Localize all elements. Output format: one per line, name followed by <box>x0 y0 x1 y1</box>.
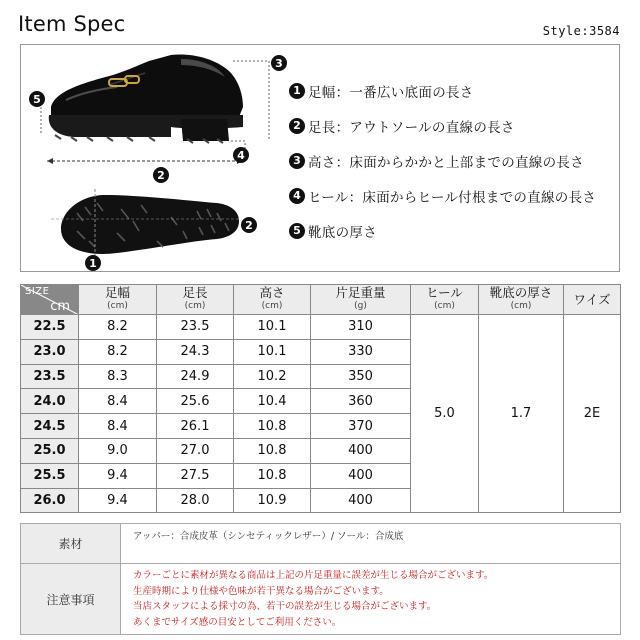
header-label: 足幅 <box>104 285 130 300</box>
length-cell: 28.0 <box>157 488 234 513</box>
header-unit: (cm) <box>510 301 532 311</box>
header-unit: (cm) <box>434 301 455 311</box>
size-cell: 25.0 <box>21 438 79 463</box>
notes-value <box>121 564 621 635</box>
width-cell: 9.0 <box>79 438 157 463</box>
marker-3-badge: 3 <box>271 55 287 71</box>
shoe-illustration <box>21 45 291 271</box>
material-value: アッパー：合成皮革（シンセティックレザー）/ ソール：合成底 <box>121 524 621 564</box>
note-line: 当店スタッフによる採寸の為、若干の誤差が生じる場合がございます。 <box>133 601 437 612</box>
length-cell: 23.5 <box>157 315 234 340</box>
legend-badge: 5 <box>289 223 305 239</box>
size-table <box>20 284 621 513</box>
marker-5-badge: 5 <box>29 91 45 107</box>
header-label: 足長 <box>182 285 208 300</box>
width-cell: 9.4 <box>79 488 157 513</box>
size-cell: 23.5 <box>21 364 79 389</box>
legend-badge: 4 <box>289 188 305 204</box>
length-cell: 25.6 <box>157 389 234 414</box>
length-cell: 24.9 <box>157 364 234 389</box>
height-cell: 10.8 <box>234 438 311 463</box>
weight-cell: 400 <box>311 438 411 463</box>
width-cell: 9.4 <box>79 463 157 488</box>
height-cell: 10.1 <box>234 315 311 340</box>
legend-text: 高さ：床面からかかと上部までの直線の長さ <box>308 154 584 171</box>
header-label: 高さ <box>259 285 285 300</box>
size-corner-cell <box>21 285 79 315</box>
header-unit: (cm) <box>184 301 206 311</box>
shoe-drawing <box>21 45 291 271</box>
legend-badge: 2 <box>289 118 305 134</box>
note-line: あくまでサイズ感の目安としてご利用ください。 <box>133 616 342 628</box>
size-cell: 23.0 <box>21 339 79 364</box>
height-cell: 10.8 <box>234 463 311 488</box>
note-line: カラーごとに素材が異なる商品は上記の片足重量に誤差が生じる場合がございます。 <box>133 570 494 581</box>
size-cell: 26.0 <box>21 488 79 513</box>
notes-row <box>21 564 621 635</box>
height-cell: 10.8 <box>234 414 311 439</box>
table-row <box>21 315 621 340</box>
height-cell: 10.9 <box>234 488 311 513</box>
header-label: 靴底の厚さ <box>489 285 553 300</box>
column-header <box>234 285 311 315</box>
column-header <box>564 285 621 315</box>
page-title: Item Spec <box>18 12 126 36</box>
marker-2-sole-badge: 2 <box>241 217 257 233</box>
heel-cell: 5.0 <box>411 315 479 513</box>
marker-4-badge: 4 <box>233 147 249 163</box>
weight-cell: 400 <box>311 488 411 513</box>
legend-item-1 <box>289 73 619 108</box>
width-cell: 8.4 <box>79 389 157 414</box>
legend-text: 足長：アウトソールの直線の長さ <box>308 119 515 136</box>
legend-item-3 <box>289 143 619 178</box>
column-header <box>157 285 234 315</box>
legend-text: ヒール：床面からヒール付根までの直線の長さ <box>308 189 597 206</box>
height-cell: 10.2 <box>234 364 311 389</box>
size-table-header-row <box>21 285 621 315</box>
corner-cm-label: cm <box>50 299 70 314</box>
height-cell: 10.1 <box>234 339 311 364</box>
weight-cell: 400 <box>311 463 411 488</box>
column-header <box>411 285 479 315</box>
legend-text: 靴底の厚さ <box>308 224 377 241</box>
sole-thickness-cell: 1.7 <box>479 315 564 513</box>
marker-1-badge: 1 <box>85 255 101 271</box>
length-cell: 24.3 <box>157 339 234 364</box>
shoe-sole-view <box>51 189 241 257</box>
legend-item-5 <box>289 213 619 248</box>
marker-2-badge: 2 <box>153 167 169 183</box>
note-line: 生産時期により仕様や色味が若干異なる場合がございます。 <box>133 585 389 597</box>
header-unit: (cm) <box>261 301 283 311</box>
size-cell: 22.5 <box>21 315 79 340</box>
style-code: Style:3584 <box>542 24 620 38</box>
width-cell: 8.4 <box>79 414 157 439</box>
header-label: ワイズ <box>573 291 611 307</box>
column-header <box>311 285 411 315</box>
header-unit: (cm) <box>107 301 128 311</box>
weight-cell: 350 <box>311 364 411 389</box>
measurement-legend <box>289 73 619 248</box>
weight-cell: 370 <box>311 414 411 439</box>
width-cell: 8.2 <box>79 339 157 364</box>
weight-cell: 360 <box>311 389 411 414</box>
legend-item-4 <box>289 178 619 213</box>
material-row <box>21 524 621 564</box>
corner-size-label: SIZE <box>25 286 50 297</box>
material-table <box>20 523 621 635</box>
spec-figure <box>20 44 620 272</box>
wise-cell: 2E <box>564 315 621 513</box>
length-cell: 27.5 <box>157 463 234 488</box>
header-label: ヒール <box>426 285 463 300</box>
weight-cell: 310 <box>311 315 411 340</box>
size-cell: 25.5 <box>21 463 79 488</box>
shoe-side-view <box>41 55 269 164</box>
column-header <box>79 285 157 315</box>
weight-cell: 330 <box>311 339 411 364</box>
width-cell: 8.3 <box>79 364 157 389</box>
length-cell: 26.1 <box>157 414 234 439</box>
header-label: 片足重量 <box>335 285 386 300</box>
size-cell: 24.0 <box>21 389 79 414</box>
size-cell: 24.5 <box>21 414 79 439</box>
height-cell: 10.4 <box>234 389 311 414</box>
header-unit: (g) <box>354 301 367 311</box>
legend-badge: 3 <box>289 153 305 169</box>
material-label: 素材 <box>21 524 121 564</box>
legend-item-2 <box>289 108 619 143</box>
width-cell: 8.2 <box>79 315 157 340</box>
notes-label: 注意事項 <box>21 564 121 635</box>
column-header <box>479 285 564 315</box>
legend-badge: 1 <box>289 83 305 99</box>
legend-text: 足幅：一番広い底面の長さ <box>308 84 474 101</box>
length-cell: 27.0 <box>157 438 234 463</box>
